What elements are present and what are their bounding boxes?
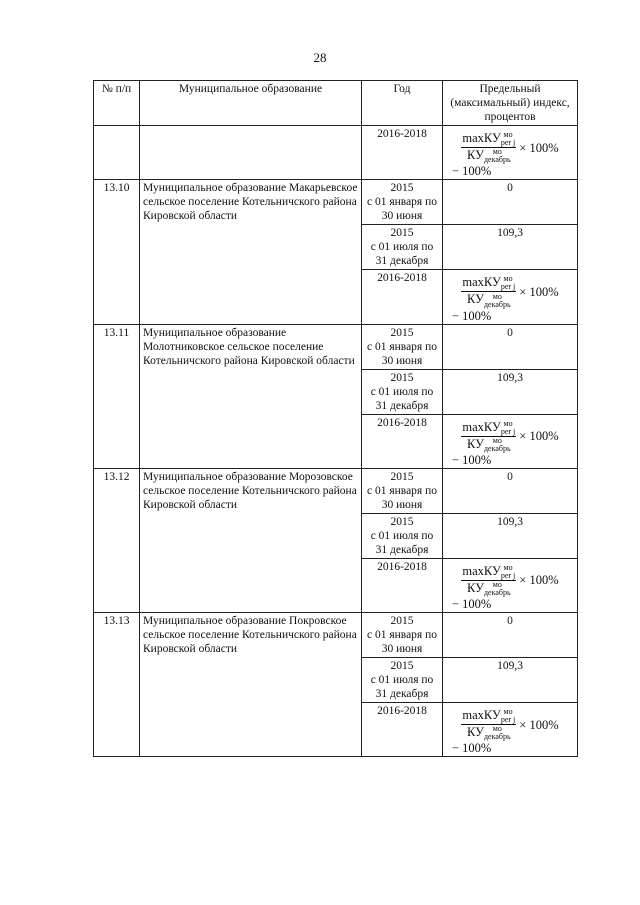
formula-minus: − 100% bbox=[452, 164, 492, 179]
index-value: 109,3 bbox=[443, 369, 578, 414]
formula-numerator bbox=[461, 420, 516, 437]
formula-max: max bbox=[462, 563, 484, 578]
formula-fraction bbox=[461, 708, 516, 741]
municipality-name: Муниципальное образование Покровское сельское поселение Котельничского района Кировской области bbox=[140, 613, 362, 757]
formula-denominator bbox=[466, 725, 512, 741]
formula-sup: мо bbox=[503, 274, 513, 284]
formula-sub: per j bbox=[500, 282, 516, 292]
index-formula bbox=[446, 704, 574, 741]
formula-indices bbox=[484, 293, 511, 309]
row-number: 13.12 bbox=[94, 468, 140, 612]
period-year: 2015 bbox=[390, 470, 414, 483]
period-range: с 01 июля по 31 декабря bbox=[370, 674, 434, 700]
formula-times: × 100% bbox=[519, 429, 559, 444]
table-row bbox=[94, 180, 578, 225]
period-year: 2015 bbox=[390, 227, 414, 240]
page-number: 28 bbox=[313, 50, 327, 65]
carry-year-cell: 2016-2018 bbox=[362, 126, 443, 180]
formula-times: × 100% bbox=[519, 573, 559, 588]
formula-sub: декабрь bbox=[483, 299, 511, 309]
period-cell bbox=[362, 180, 443, 225]
table-row bbox=[94, 324, 578, 369]
formula-ku: КУ bbox=[467, 148, 484, 163]
formula-sub: per j bbox=[500, 570, 516, 580]
formula-fraction bbox=[461, 131, 516, 164]
formula-max: max bbox=[462, 419, 484, 434]
index-formula bbox=[446, 127, 574, 164]
formula-sub: per j bbox=[500, 138, 516, 148]
formula-sub: декабрь bbox=[483, 732, 511, 742]
formula-ku: КУ bbox=[467, 436, 484, 451]
formula-fraction bbox=[461, 564, 516, 597]
table-row bbox=[94, 468, 578, 513]
formula-indices bbox=[501, 564, 515, 580]
formula-max: max bbox=[462, 131, 484, 145]
formula-times: × 100% bbox=[519, 284, 559, 299]
header-num: № п/п bbox=[94, 81, 140, 126]
formula-sup: мо bbox=[503, 418, 513, 428]
period-cell bbox=[362, 225, 443, 270]
formula-times: × 100% bbox=[519, 140, 559, 155]
formula-max: max bbox=[462, 275, 484, 290]
municipality-name: Муниципальное образование Молотниковское сельское поселение Котельничского района Кировской области bbox=[140, 324, 362, 468]
formula-denominator bbox=[466, 148, 512, 164]
formula-minus: − 100% bbox=[452, 741, 492, 756]
carry-over-row bbox=[94, 126, 578, 180]
index-formula-cell bbox=[443, 414, 578, 468]
formula-ku: КУ bbox=[467, 725, 484, 740]
header-year: Год bbox=[362, 81, 443, 126]
period-year: 2015 bbox=[390, 182, 414, 195]
period-cell bbox=[362, 658, 443, 703]
formula-denominator bbox=[466, 292, 512, 308]
municipality-name: Муниципальное образование Морозовское сельское поселение Котельничского района Кировской области bbox=[140, 468, 362, 612]
formula-fraction bbox=[461, 275, 516, 308]
index-value: 109,3 bbox=[443, 225, 578, 270]
formula-ku: КУ bbox=[483, 131, 501, 145]
formula-sub: декабрь bbox=[483, 443, 511, 453]
formula-ku: КУ bbox=[483, 563, 501, 578]
formula-minus: − 100% bbox=[452, 452, 492, 467]
formula-denominator bbox=[466, 581, 512, 597]
formula-ku: КУ bbox=[483, 419, 501, 434]
formula-minus: − 100% bbox=[452, 308, 492, 323]
formula-ku: КУ bbox=[467, 292, 484, 307]
row-number: 13.11 bbox=[94, 324, 140, 468]
carry-formula-cell bbox=[443, 126, 578, 180]
formula-ku: КУ bbox=[483, 708, 501, 722]
formula-sup: мо bbox=[492, 435, 502, 445]
formula-indices bbox=[484, 725, 511, 741]
period-range: с 01 января по 30 июня bbox=[367, 484, 437, 511]
row-number: 13.13 bbox=[94, 613, 140, 757]
index-table bbox=[93, 80, 578, 757]
formula-indices bbox=[501, 708, 515, 724]
header-name: Муниципальное образование bbox=[140, 81, 362, 126]
formula-sup: мо bbox=[503, 130, 513, 140]
row-number: 13.10 bbox=[94, 180, 140, 324]
period-range: с 01 января по 30 июня bbox=[367, 196, 437, 223]
formula-indices bbox=[501, 131, 515, 147]
header-index: Предельный (максимальный) индекс, процентов bbox=[443, 81, 578, 126]
formula-minus: − 100% bbox=[452, 597, 492, 611]
period-cell bbox=[362, 558, 443, 612]
period-range: с 01 июля по 31 декабря bbox=[370, 241, 434, 268]
period-cell bbox=[362, 324, 443, 369]
period-cell bbox=[362, 369, 443, 414]
formula-max: max bbox=[462, 708, 484, 722]
formula-indices bbox=[484, 148, 511, 164]
period-range: с 01 января по 30 июня bbox=[367, 340, 437, 367]
formula-sub: per j bbox=[500, 715, 516, 725]
index-formula-cell bbox=[443, 558, 578, 612]
index-formula-cell bbox=[443, 703, 578, 757]
formula-sup: мо bbox=[492, 147, 502, 157]
period-year: 2016-2018 bbox=[377, 560, 427, 573]
index-value: 109,3 bbox=[443, 658, 578, 703]
formula-indices bbox=[484, 581, 511, 597]
index-formula bbox=[446, 271, 574, 308]
formula-sub: per j bbox=[500, 426, 516, 436]
index-formula bbox=[446, 560, 574, 597]
index-formula bbox=[446, 416, 574, 453]
index-value: 0 bbox=[443, 613, 578, 658]
period-year: 2016-2018 bbox=[377, 705, 427, 717]
period-year: 2016-2018 bbox=[377, 416, 427, 429]
formula-fraction bbox=[461, 420, 516, 453]
period-cell bbox=[362, 513, 443, 558]
period-year: 2015 bbox=[390, 660, 414, 672]
formula-denominator bbox=[466, 437, 512, 453]
carry-name-cell bbox=[140, 126, 362, 180]
table-row bbox=[94, 613, 578, 658]
formula-ku: КУ bbox=[483, 275, 501, 290]
formula-indices bbox=[484, 437, 511, 453]
formula-sub: декабрь bbox=[483, 588, 511, 597]
formula-sup: мо bbox=[492, 724, 502, 734]
period-year: 2015 bbox=[390, 326, 414, 339]
formula-ku: КУ bbox=[467, 580, 484, 595]
index-value: 0 bbox=[443, 468, 578, 513]
formula-indices bbox=[501, 420, 515, 436]
period-year: 2015 bbox=[390, 515, 414, 528]
formula-numerator bbox=[461, 564, 516, 581]
formula-numerator bbox=[461, 708, 516, 725]
formula-sup: мо bbox=[503, 562, 513, 572]
period-cell bbox=[362, 468, 443, 513]
period-range: с 01 июля по 31 декабря bbox=[370, 385, 434, 412]
formula-times: × 100% bbox=[519, 717, 559, 732]
period-cell bbox=[362, 613, 443, 658]
period-cell bbox=[362, 270, 443, 324]
index-value: 109,3 bbox=[443, 513, 578, 558]
period-range: с 01 июля по 31 декабря bbox=[370, 529, 434, 556]
formula-numerator bbox=[461, 275, 516, 292]
period-range: с 01 января по 30 июня bbox=[367, 629, 437, 655]
formula-sup: мо bbox=[492, 580, 502, 589]
period-year: 2015 bbox=[390, 371, 414, 384]
period-year: 2015 bbox=[390, 615, 414, 627]
formula-numerator bbox=[461, 131, 516, 148]
index-formula-cell bbox=[443, 270, 578, 324]
header-row bbox=[94, 81, 578, 126]
formula-indices bbox=[501, 275, 515, 291]
formula-sup: мо bbox=[492, 291, 502, 301]
index-value: 0 bbox=[443, 324, 578, 369]
municipality-name: Муниципальное образование Макарьевское сельское поселение Котельничского района Кировской области bbox=[140, 180, 362, 324]
period-cell bbox=[362, 703, 443, 757]
period-year: 2016-2018 bbox=[377, 272, 427, 285]
period-cell bbox=[362, 414, 443, 468]
formula-sub: декабрь bbox=[483, 155, 511, 165]
carry-num-cell bbox=[94, 126, 140, 180]
index-value: 0 bbox=[443, 180, 578, 225]
formula-sup: мо bbox=[503, 707, 513, 717]
